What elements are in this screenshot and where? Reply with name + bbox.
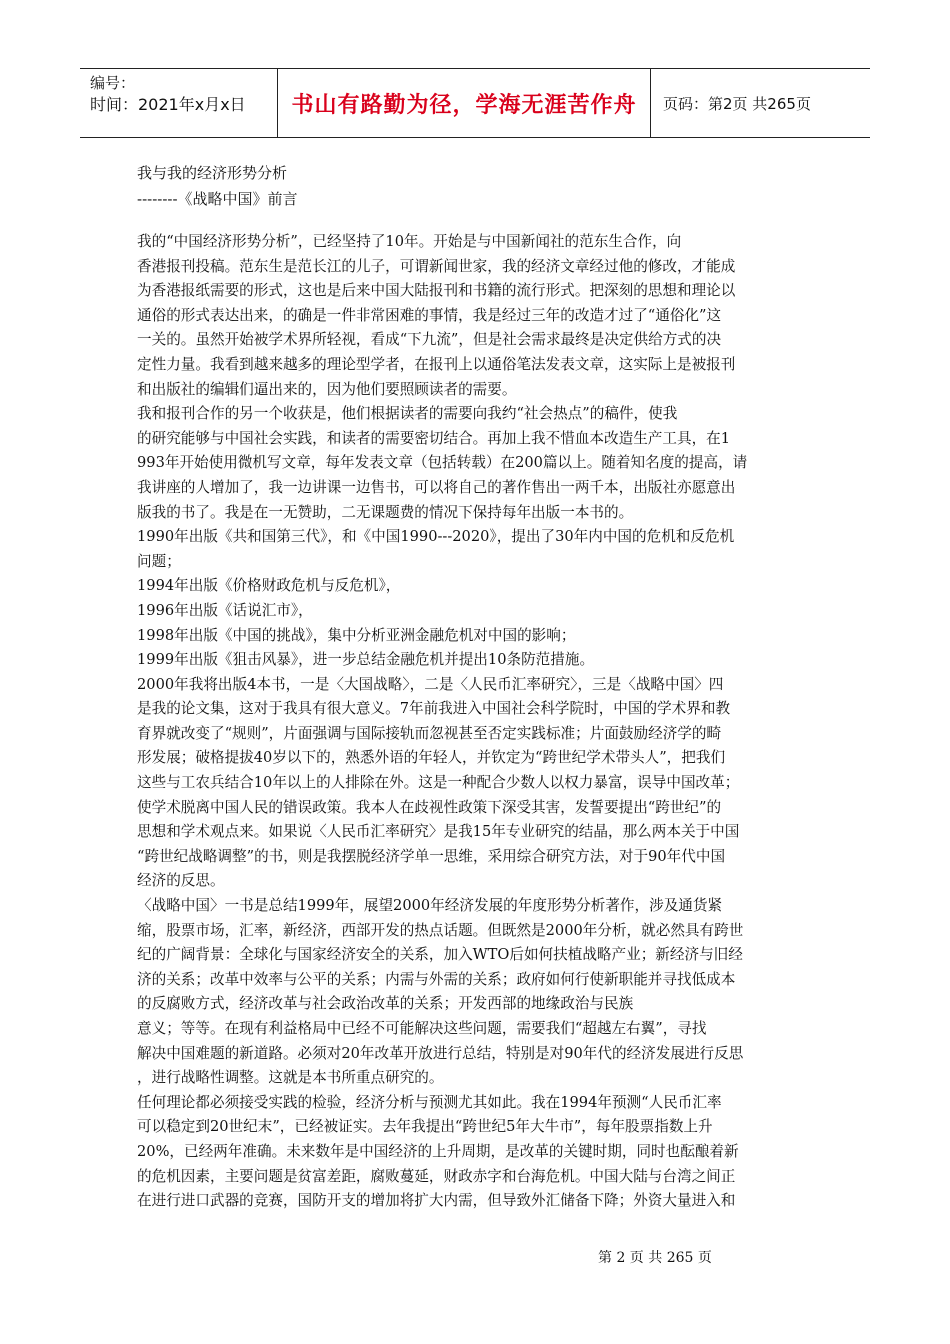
document-header <box>80 68 870 138</box>
text-line: 育界就改变了“规则”，片面强调与国际接轨而忽视甚至否定实践标准；片面鼓励经济学的畸 <box>137 724 722 742</box>
text-line: 〈战略中国〉一书是总结1999年，展望2000年经济发展的年度形势分析著作，涉及通货紧 <box>137 897 723 915</box>
text-line: 意义；等等。在现有利益格局中已经不可能解决这些问题，需要我们“超越左右翼”，寻找 <box>137 1020 707 1037</box>
text-line: 使学术脱离中国人民的错误政策。我本人在歧视性政策下深受其害，发誓要提出“跨世纪”的 <box>137 798 722 816</box>
date-label: 时间：2021年x月x日 <box>90 95 246 114</box>
text-line: 我的“中国经济形势分析”，已经坚持了10年。开始是与中国新闻社的范东生合作，向 <box>137 233 682 250</box>
text-line: 993年开始使用微机写文章，每年发表文章（包括转载）在200篇以上。随着知名度的提高，请 <box>137 454 748 472</box>
text-line: 思想和学术观点来。如果说〈人民币汇率研究〉是我15年专业研究的结晶，那么两本关于中国 <box>137 823 740 841</box>
text-line: 是我的论文集，这对于我具有很大意义。7年前我进入中国社会科学院时，中国的学术界和教 <box>137 700 731 718</box>
text-line: 济的关系；改革中效率与公平的关系；内需与外需的关系；政府如何行使新职能并寻找低成本 <box>137 970 736 988</box>
text-line: 形发展；破格提拔40岁以下的，熟悉外语的年轻人，并钦定为“跨世纪学术带头人”，把我们 <box>137 749 726 767</box>
document-title: 我与我的经济形势分析 <box>137 164 288 182</box>
text-line: 2000年我将出版4本书，一是〈大国战略〉，二是〈人民币汇率研究〉，三是〈战略中国〉四 <box>137 675 724 693</box>
text-line: 版我的书了。我是在一无赞助，二无课题费的情况下保持每年出版一本书的。 <box>137 503 634 521</box>
text-line: 经济的反思。 <box>137 872 225 890</box>
text-line: 在进行进口武器的竞赛，国防开支的增加将扩大内需，但导致外汇储备下降；外资大量进入和 <box>137 1192 736 1210</box>
document-subtitle: --------《战略中国》前言 <box>137 190 298 208</box>
text-line: 通俗的形式表达出来，的确是一件非常困难的事情，我是经过三年的改造才过了“通俗化”这 <box>137 306 722 324</box>
number-label: 编号： <box>90 74 136 92</box>
text-line: 1998年出版《中国的挑战》，集中分析亚洲金融危机对中国的影响； <box>137 626 576 644</box>
text-line: 可以稳定到20世纪末”，已经被证实。去年我提出“跨世纪5年大牛市”，每年股票指数上升 <box>137 1118 713 1136</box>
header-page-info: 页码：第2页 共265页 <box>663 94 811 113</box>
text-line: 1994年出版《价格财政危机与反危机》， <box>137 577 401 595</box>
text-line: 20%，已经两年准确。未来数年是中国经济的上升周期，是改革的关键时期，同时也酝酿着新 <box>137 1142 739 1160</box>
text-line: 的研究能够与中国社会实践，和读者的需要密切结合。再加上我不惜血本改造生产工具，在1 <box>137 429 731 447</box>
text-line: 纪的广阔背景：全球化与国家经济安全的关系，加入WTO后如何扶植战略产业；新经济与旧经 <box>137 946 743 964</box>
text-line: 的危机因素，主要问题是贫富差距，腐败蔓延，财政赤字和台海危机。中国大陆与台湾之间正 <box>137 1167 736 1185</box>
text-line: 香港报刊投稿。范东生是范长江的儿子，可谓新闻世家，我的经济文章经过他的修改，才能成 <box>137 257 736 275</box>
text-line: 一关的。虽然开始被学术界所轻视，看成“下九流”，但是社会需求最终是决定供给方式的决 <box>137 331 722 349</box>
document-body <box>137 160 817 1214</box>
text-line: 1990年出版《共和国第三代》，和《中国1990---2020》，提出了30年内中国的危机和反危机 <box>137 528 735 546</box>
header-meta <box>80 69 278 137</box>
text-line: 1996年出版《话说汇市》， <box>137 601 313 619</box>
text-line: 为香港报纸需要的形式，这也是后来中国大陆报刊和书籍的流行形式。把深刻的思想和理论以 <box>137 282 736 300</box>
text-line: ，进行战略性调整。这就是本书所重点研究的。 <box>137 1069 444 1087</box>
text-line: 的反腐败方式，经济改革与社会政治改革的关系；开发西部的地缘政治与民族 <box>137 995 634 1013</box>
text-line: 缩，股票市场，汇率，新经济，西部开发的热点话题。但既然是2000年分析，就必然具有跨世 <box>137 921 744 939</box>
text-line: 问题； <box>137 552 181 570</box>
text-line: 1999年出版《狙击风暴》，进一步总结金融危机并提出10条防范措施。 <box>137 651 595 669</box>
body-text <box>137 230 817 1214</box>
text-line: 我讲座的人增加了，我一边讲课一边售书，可以将自己的著作售出一两千本，出版社亦愿意出 <box>137 478 736 496</box>
text-line: 这些与工农兵结合10年以上的人排除在外。这是一种配合少数人以权力暴富，误导中国改革； <box>137 774 740 792</box>
text-line: 任何理论都必须接受实践的检验，经济分析与预测尤其如此。我在1994年预测“人民币汇率 <box>137 1093 722 1111</box>
text-line: “跨世纪战略调整”的书，则是我摆脱经济学单一思维，采用综合研究方法，对于90年代中国 <box>137 847 726 865</box>
page-footer: 第 2 页 共 265 页 <box>598 1250 712 1266</box>
text-line: 解决中国难题的新道路。必须对20年改革开放进行总结，特别是对90年代的经济发展进行反思 <box>137 1044 744 1062</box>
text-line: 定性力量。我看到越来越多的理论型学者，在报刊上以通俗笔法发表文章，这实际上是被报刊 <box>137 355 736 373</box>
text-line: 我和报刊合作的另一个收获是，他们根据读者的需要向我约“社会热点”的稿件，使我 <box>137 405 678 423</box>
header-motto: 书山有路勤为径，学海无涯苦作舟 <box>278 69 651 137</box>
text-line: 和出版社的编辑们逼出来的，因为他们要照顾读者的需要。 <box>137 380 517 398</box>
